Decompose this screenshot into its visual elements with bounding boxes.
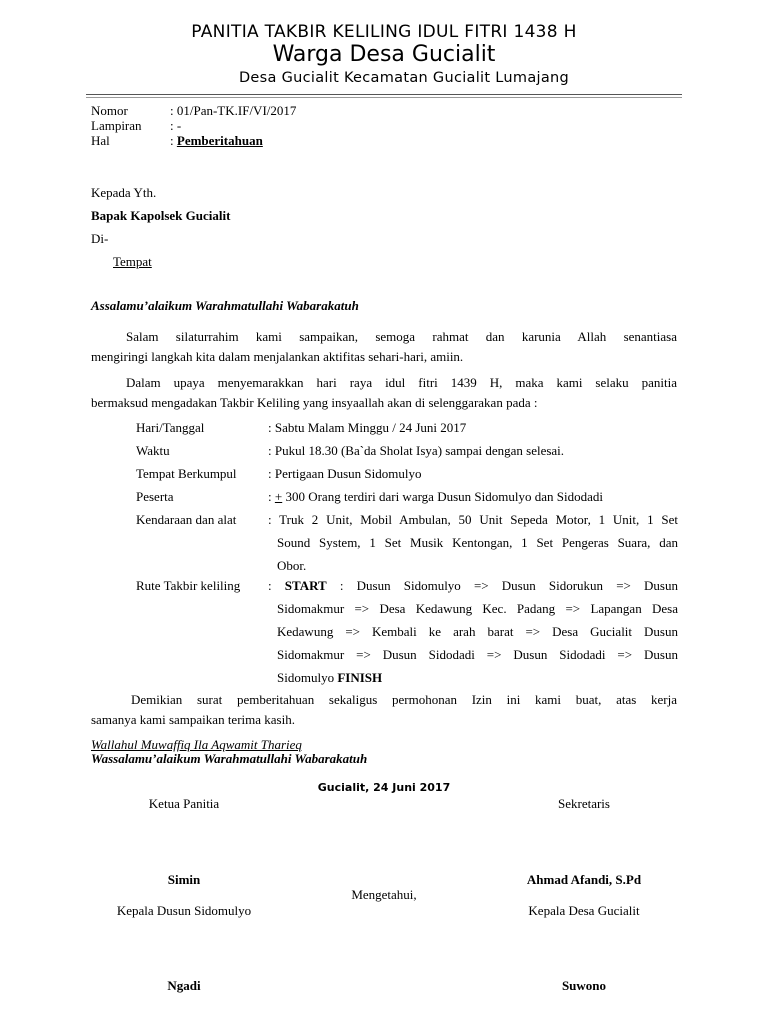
paragraph-2: [91, 373, 677, 412]
paragraph-1-line-1: Salam silaturrahim kami sampaikan, semoga rahmat dan karunia Allah senantiasa: [126, 329, 677, 344]
hal-value: Pemberitahuan: [176, 133, 263, 148]
hal-label: Hal: [91, 133, 110, 148]
hal-colon: :: [170, 133, 177, 148]
rute-line-5-text: Sidomulyo: [277, 670, 338, 685]
kadus-name: Ngadi: [167, 978, 201, 993]
greeting: Assalamu’alaikum Warahmatullahi Wabarakatuh: [91, 298, 359, 313]
detail-peserta-value: [268, 485, 678, 508]
detail-tempat-value: : Pertigaan Dusun Sidomulyo: [268, 466, 422, 481]
letterhead-title: PANITIA TAKBIR KELILING IDUL FITRI 1438 H: [191, 22, 577, 42]
sekretaris-name: Ahmad Afandi, S.Pd: [526, 872, 642, 887]
lampiran-value: : -: [170, 118, 182, 133]
rute-colon: :: [268, 578, 285, 593]
kendaraan-line-2: Sound System, 1 Set Musik Kentongan, 1 Set Pengeras Suara, dan: [277, 535, 678, 550]
ketua-name: Simin: [167, 872, 201, 887]
closing-line-1: Demikian surat pemberitahuan sekaligus permohonan Izin ini kami buat, atas kerja: [131, 692, 677, 707]
detail-kendaraan-label: Kendaraan dan alat: [136, 512, 237, 527]
paragraph-1: [91, 327, 677, 366]
peserta-text: 300 Orang terdiri dari warga Dusun Sidomulyo dan Sidodadi: [282, 489, 603, 504]
detail-rute-label: Rute Takbir keliling: [136, 578, 241, 593]
rute-line-3: Kedawung => Kembali ke arah barat => Desa Gucialit Dusun: [277, 624, 678, 639]
recipient-di: Di-: [91, 231, 109, 246]
recipient-name: Bapak Kapolsek Gucialit: [91, 208, 231, 223]
closing-paragraph: [91, 690, 677, 729]
letterhead-address: Desa Gucialit Kecamatan Gucialit Lumajang: [238, 70, 570, 86]
rute-line-2: Sidomakmur => Desa Kedawung Kec. Padang => Lapangan Desa: [277, 601, 678, 616]
paragraph-1-line-2: mengiringi langkah kita dalam menjalankan aktifitas sehari-hari, amiin.: [91, 348, 464, 364]
sekretaris-title: Sekretaris: [558, 796, 610, 811]
closing-line-2: samanya kami sampaikan terima kasih.: [91, 711, 295, 727]
rute-line-1-text: : Dusun Sidomulyo => Dusun Sidorukun => Dusun: [326, 578, 678, 593]
recipient-kepada: Kepada Yth.: [91, 185, 157, 200]
rute-line-5: [268, 666, 678, 689]
nomor-value: : 01/Pan-TK.IF/VI/2017: [170, 103, 297, 118]
detail-hari-value: : Sabtu Malam Minggu / 24 Juni 2017: [268, 420, 467, 435]
kades-name: Suwono: [561, 978, 607, 993]
kadus-title: Kepala Dusun Sidomulyo: [116, 903, 252, 918]
rute-line-1: [268, 574, 678, 597]
plus-minus-sign: +: [274, 489, 283, 504]
kades-title: Kepala Desa Gucialit: [528, 903, 640, 918]
letterhead-org: Warga Desa Gucialit: [272, 42, 496, 67]
detail-waktu-label: Waktu: [136, 443, 170, 458]
rute-start: START: [284, 578, 327, 593]
detail-tempat-label: Tempat Berkumpul: [136, 466, 237, 481]
detail-peserta-label: Peserta: [136, 489, 174, 504]
hal-row: [170, 134, 263, 148]
wassalam-text: Wassalamu’alaikum Warahmatullahi Wabarakatuh: [91, 751, 368, 766]
detail-waktu-value: : Pukul 18.30 (Ba`da Sholat Isya) sampai dengan selesai.: [268, 443, 565, 458]
kendaraan-line-3: Obor.: [277, 558, 307, 573]
kendaraan-line-1: : Truk 2 Unit, Mobil Ambulan, 50 Unit Sepeda Motor, 1 Unit, 1 Set: [268, 512, 678, 527]
detail-hari-label: Hari/Tanggal: [136, 420, 205, 435]
place-date: Gucialit, 24 Juni 2017: [317, 781, 451, 794]
paragraph-2-line-2: bermaksud mengadakan Takbir Keliling yang insyaallah akan di selenggarakan pada :: [91, 394, 538, 410]
paragraph-2-line-1: Dalam upaya menyemarakkan hari raya idul fitri 1439 H, maka kami selaku panitia: [126, 375, 677, 390]
rute-finish: FINISH: [337, 670, 383, 685]
detail-kendaraan-value: [268, 508, 678, 577]
wallahul-text: Wallahul Muwaffiq Ila Aqwamit Tharieq: [91, 737, 302, 752]
mengetahui-text: Mengetahui,: [351, 887, 417, 902]
nomor-label: Nomor: [91, 103, 128, 118]
ketua-title: Ketua Panitia: [148, 796, 220, 811]
lampiran-label: Lampiran: [91, 118, 142, 133]
detail-rute-value: [268, 574, 678, 689]
letterhead-rule-thin: [86, 97, 682, 98]
recipient-tempat: Tempat: [113, 254, 152, 269]
peserta-colon: :: [268, 489, 275, 504]
rute-line-4: Sidomakmur => Dusun Sidodadi => Dusun Sidodadi => Dusun: [277, 647, 678, 662]
letterhead-rule: [86, 94, 682, 95]
